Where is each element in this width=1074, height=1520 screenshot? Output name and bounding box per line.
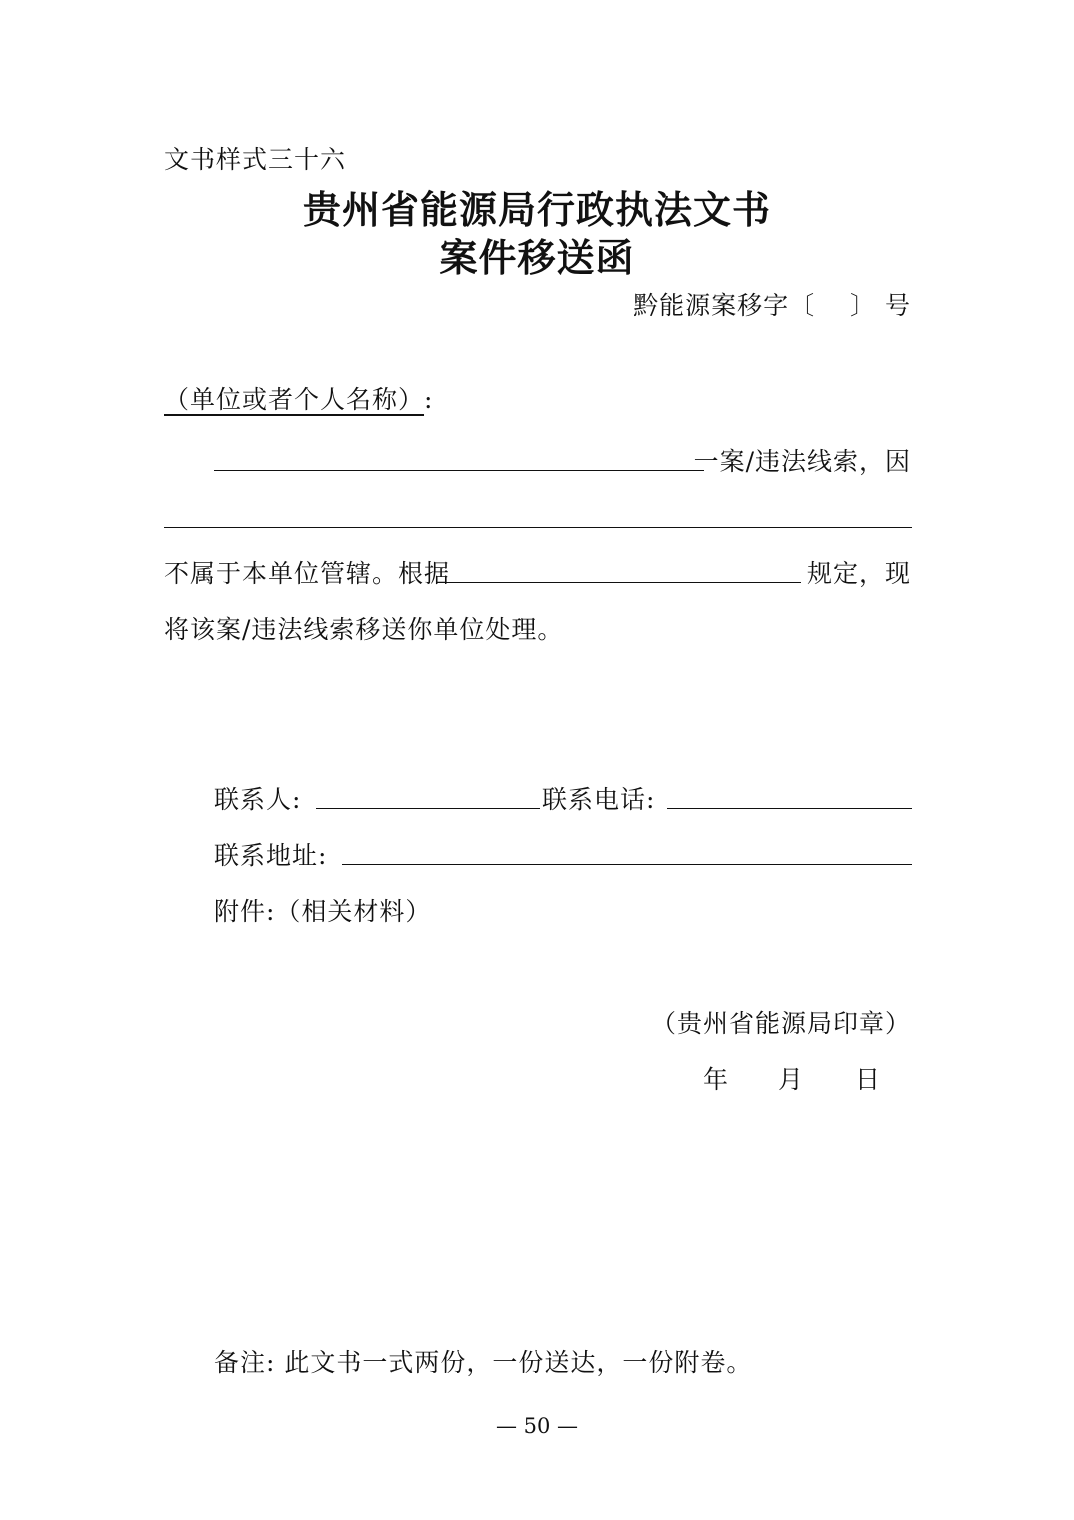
jurisdiction-text: 不属于本单位管辖。根据 <box>164 559 451 588</box>
date-day: 日 <box>855 1065 882 1094</box>
page-number: — 50 — <box>495 1414 579 1438</box>
contact-phone-label: 联系电话: <box>542 785 656 814</box>
attachment-text: 附件:（相关材料） <box>214 897 432 926</box>
remark-text: 备注: 此文书一式两份，一份送达，一份附卷。 <box>214 1348 753 1377</box>
contact-person-label: 联系人: <box>214 785 302 814</box>
provision-text: 规定，现 <box>806 559 911 588</box>
contact-phone-blank <box>667 808 912 809</box>
legal-basis-blank <box>437 582 801 583</box>
case-suffix-text: 一案/违法线索，因 <box>693 447 911 476</box>
date-year: 年 <box>703 1065 730 1094</box>
page-subtitle: 案件移送函 <box>439 236 635 280</box>
document-number: 黔能源案移字〔 〕 号 <box>633 291 911 320</box>
recipient-name-placeholder: （单位或者个人名称） <box>164 385 425 414</box>
form-label: 文书样式三十六 <box>164 145 347 174</box>
contact-address-label: 联系地址: <box>214 841 328 870</box>
case-name-blank <box>214 470 704 471</box>
reason-blank <box>164 527 912 528</box>
recipient-colon: : <box>424 385 434 414</box>
contact-person-blank <box>316 808 540 809</box>
date-month: 月 <box>778 1065 805 1094</box>
seal-label: （贵州省能源局印章） <box>650 1009 911 1038</box>
page-title: 贵州省能源局行政执法文书 <box>302 188 771 232</box>
transfer-text: 将该案/违法线索移送你单位处理。 <box>164 615 564 644</box>
recipient-line <box>164 384 433 416</box>
contact-address-blank <box>342 864 912 865</box>
